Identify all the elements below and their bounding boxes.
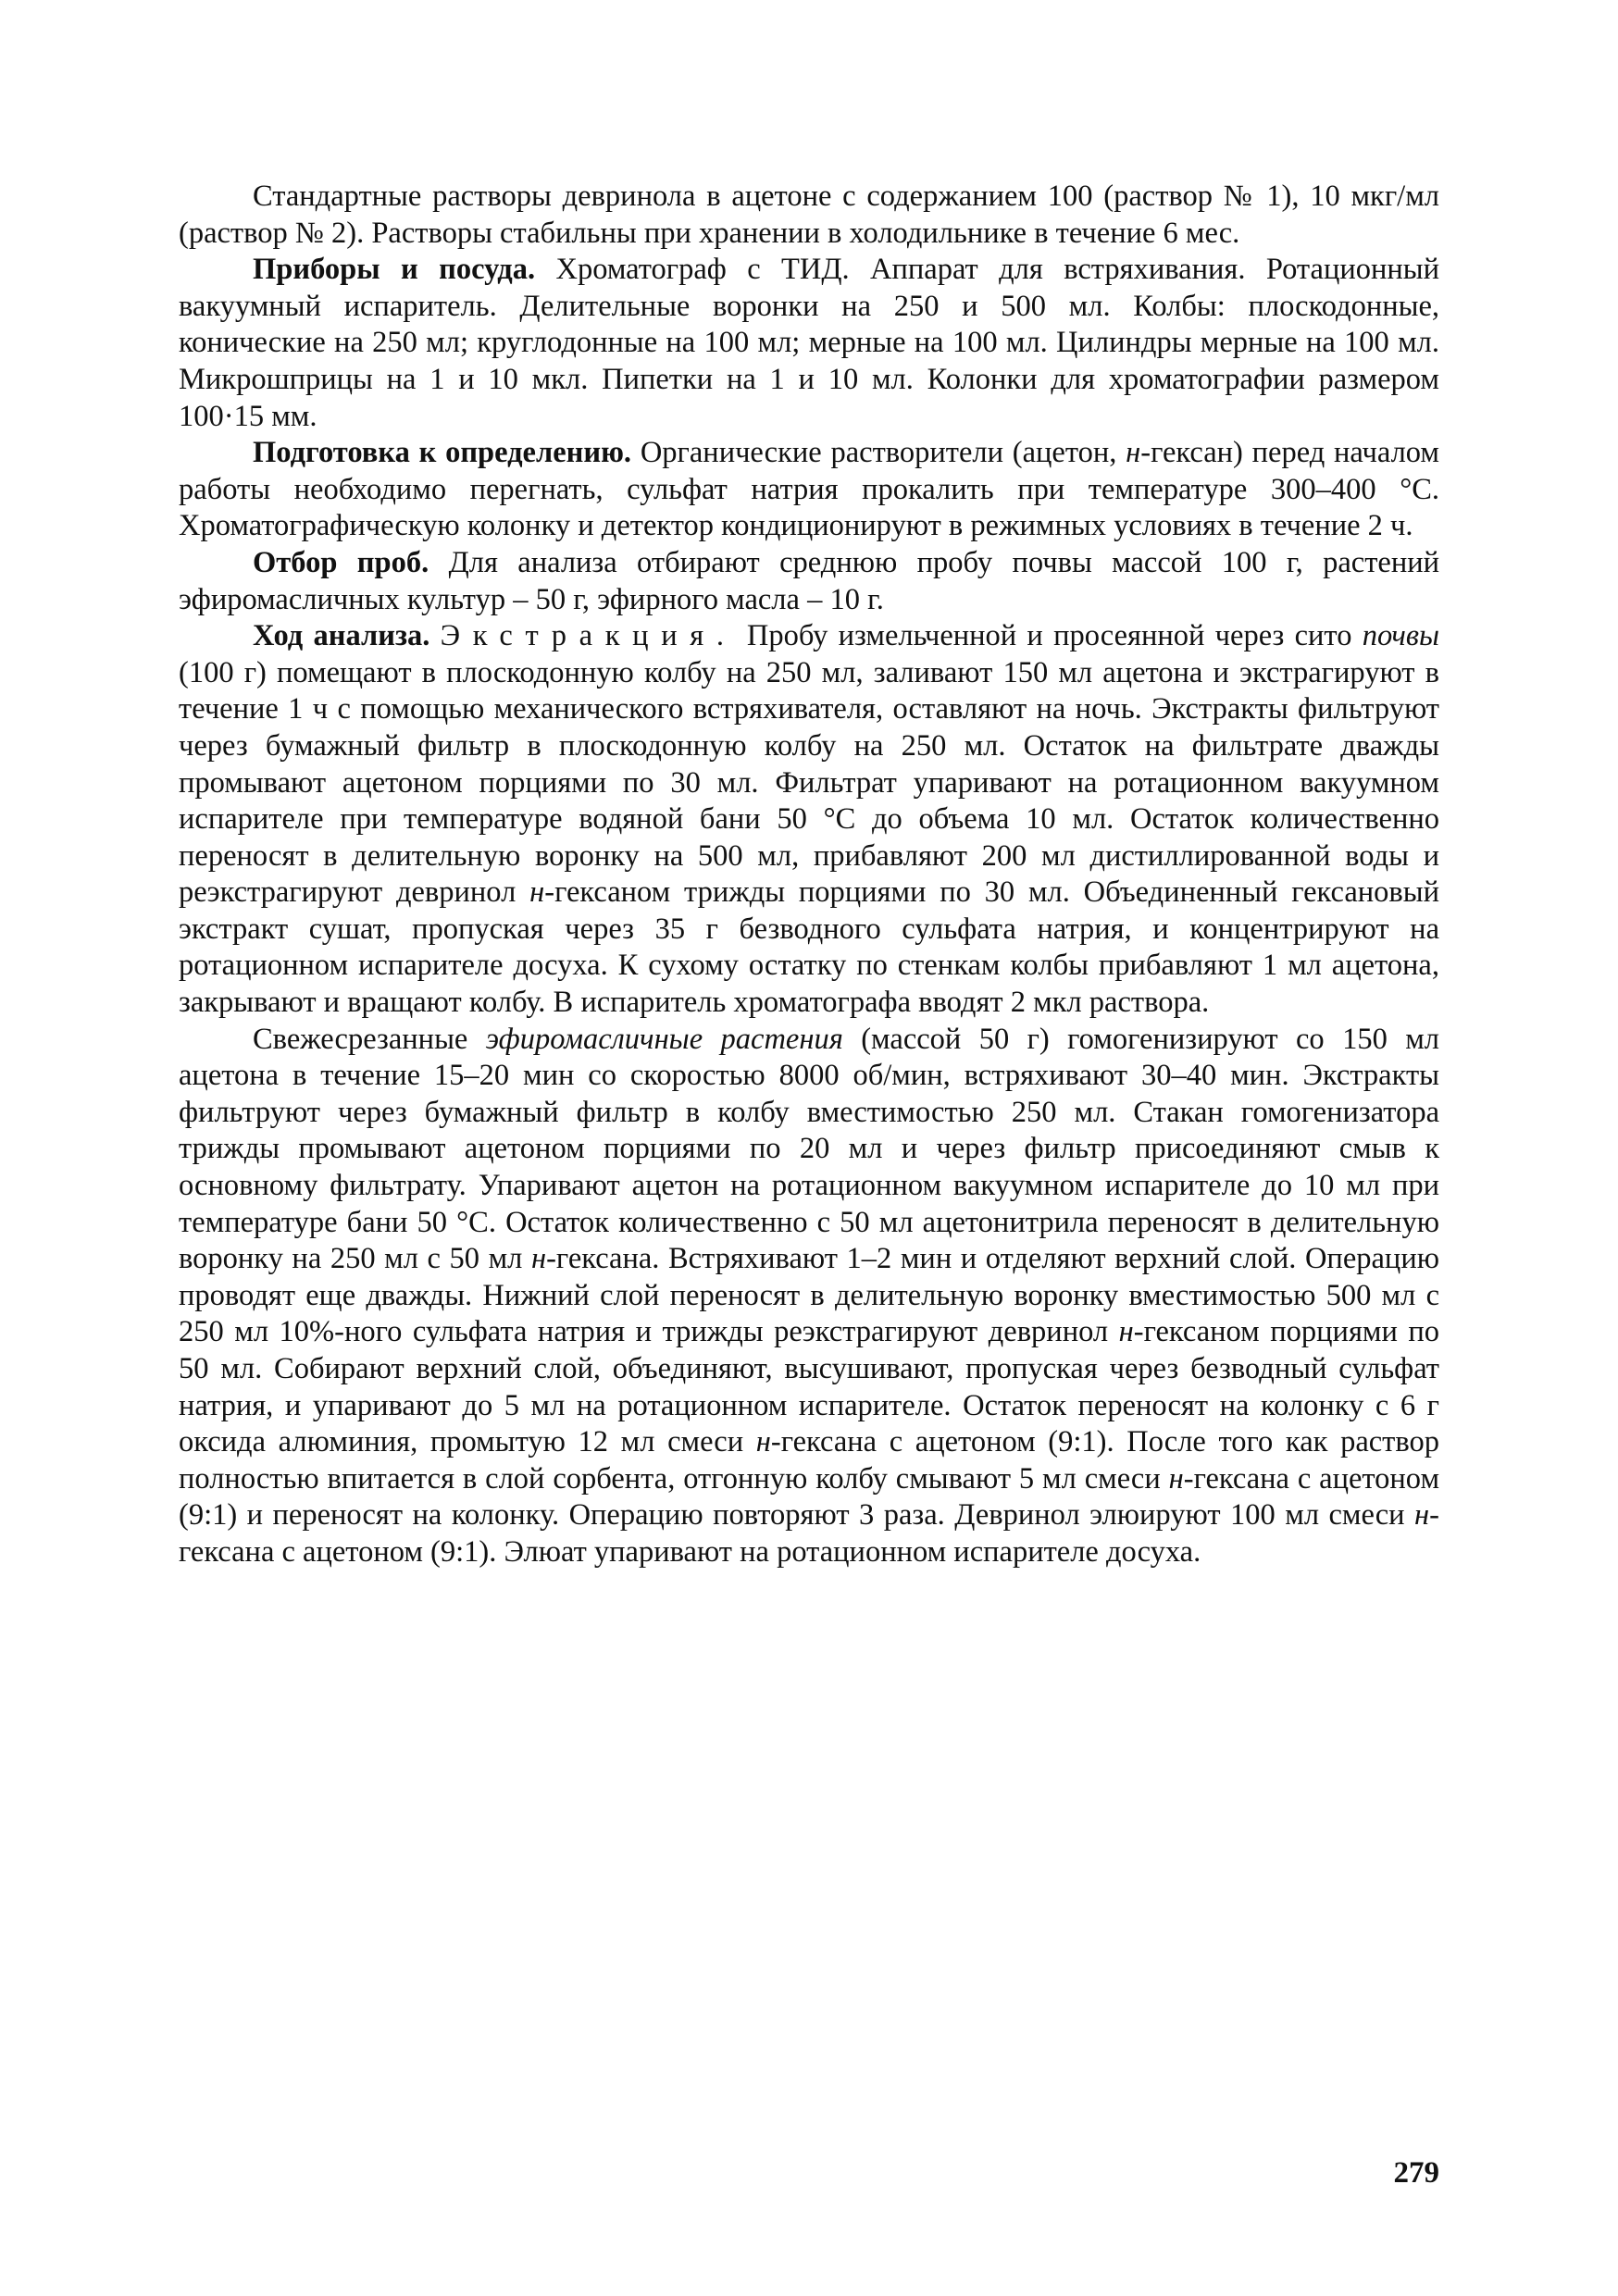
italic-term-plants: эфиромасличные растения [485,1022,843,1056]
section-heading-analysis: Ход анализа. [253,619,430,653]
paragraph-text: Свежесрезанные [253,1022,486,1056]
section-heading-equipment: Приборы и посуда. [253,253,536,287]
italic-n-prefix: н [1126,436,1141,470]
subheading-extraction: Экстракция. [440,619,737,653]
section-heading-preparation: Подготовка к определению. [253,436,632,470]
page-number: 279 [1393,2156,1439,2190]
paragraph-text: (100 г) помещают в плоскодонную колбу на 250 мл, заливают 150 мл ацетона и экстрагируют в течение 1 ч с помощью механического встряхивателя, оставляют на ночь. Экстракты фильтруют через бумажный фильтр в плоскодонную колбу на 250 мл. Остаток на фильтрате дважды промывают ацетоном порциями по 30 мл. Фильтрат упаривают на ротационном вакуумном испарителе при температуре водяной бани 50 °С до объема 10 мл. Остаток количественно переносят в делительную воронку на 500 мл, прибавляют 200 мл дистиллированной воды и реэкстрагируют девринол [179,655,1439,910]
paragraph-standard-solutions [179,179,1439,252]
section-heading-sampling: Отбор проб. [253,545,429,579]
paragraph-text: -гексаном трижды порциями по 30 мл. Объединенный гексановый экстракт сушат, пропуская через 35 г безводного сульфата натрия, и концентрируют на ротационном испарителе досуха. К сухому остатку по стенкам колбы прибавляют 1 мл ацетона, закрывают и вращают колбу. В испаритель хроматографа вводят 2 мкл раствора. [179,875,1439,1020]
italic-n-prefix: н [1118,1315,1134,1349]
paragraph-text: -гексана с ацетоном (9:1). Элюат упаривают на ротационном испарителе досуха. [179,1498,1439,1569]
paragraph-text: -гексана с ацетоном (9:1) и переносят на колонку. Операцию повторяют 3 раза. Девринол элюируют 100 мл смеси [179,1461,1440,1533]
paragraph-text: Органические растворители (ацетон, [631,436,1126,470]
paragraph-text: -гексана с ацетоном (9:1). После того как раствор полностью впитается в слой сорбента, отгонную колбу смывают 5 мл смеси [179,1425,1440,1496]
paragraph-text: (массой 50 г) гомогенизируют со 150 мл ацетона в течение 15–20 мин со скоростью 8000 об/мин, встряхивают 30–40 мин. Экстракты фильтруют через бумажный фильтр в колбу вместимостью 250 мл. Стакан гомогенизатора трижды промывают ацетоном порциями по 20 мл и через фильтр присоединяют смыв к основному фильтрату. Упаривают ацетон на ротационном вакуумном испарителе до 10 мл при температуре бани 50 °С. Остаток количественно с 50 мл ацетонитрила переносят в делительную воронку на 250 мл с 50 мл [179,1022,1439,1276]
italic-term-soil: почвы [1362,619,1439,653]
paragraph-text: -гексаном порциями по 50 мл. Собирают верхний слой, объединяют, высушивают, пропуская через безводный сульфат натрия, и упаривают до 5 мл на ротационном испарителе. Остаток переносят на колонку с 6 г оксида алюминия, промытую 12 мл смеси [179,1315,1440,1459]
paragraph-fresh-plants [179,1022,1439,1571]
paragraph-text: Стандартные растворы девринола в ацетоне с содержанием 100 (раствор № 1), 10 мкг/мл (раствор № 2). Растворы стабильны при хранении в холодильнике в течение 6 мес. [179,180,1439,250]
italic-n-prefix: н [529,875,545,910]
italic-n-prefix: н [1414,1498,1430,1533]
paragraph-preparation [179,435,1439,545]
paragraph-equipment [179,252,1439,435]
paragraph-text: Для анализа отбирают среднюю пробу почвы массой 100 г, растений эфиромасличных культур – 50 г, эфирного масла – 10 г. [179,545,1439,616]
page-body [179,179,1439,1571]
paragraph-text: Пробу измельченной и просеянной через сито [736,619,1363,653]
italic-n-prefix: н [530,1242,547,1276]
paragraph-sampling [179,545,1439,618]
paragraph-analysis-procedure [179,618,1439,1022]
italic-n-prefix: н [1168,1461,1184,1496]
paragraph-text: -гексан) перед началом работы необходимо перегнать, сульфат натрия прокалить при температуре 300–400 °С. Хроматографическую колонку и детектор кондиционируют в режимных условиях в течение 2 ч. [179,436,1439,543]
italic-n-prefix: н [755,1425,771,1459]
paragraph-text: Хроматограф с ТИД. Аппарат для встряхивания. Ротационный вакуумный испаритель. Делительные воронки на 250 и 500 мл. Колбы: плоскодонные, конические на 250 мл; круглодонные на 100 мл; мерные на 100 мл. Цилиндры мерные на 100 мл. Микрошприцы на 1 и 10 мкл. Пипетки на 1 и 10 мл. Колонки для хроматографии размером 100·15 мм. [179,253,1439,433]
paragraph-text: -гексана. Встряхивают 1–2 мин и отделяют верхний слой. Операцию проводят еще дважды. Нижний слой переносят в делительную воронку вместимостью 500 мл с 250 мл 10%-ного сульфата натрия и трижды реэкстрагируют девринол [179,1242,1439,1349]
